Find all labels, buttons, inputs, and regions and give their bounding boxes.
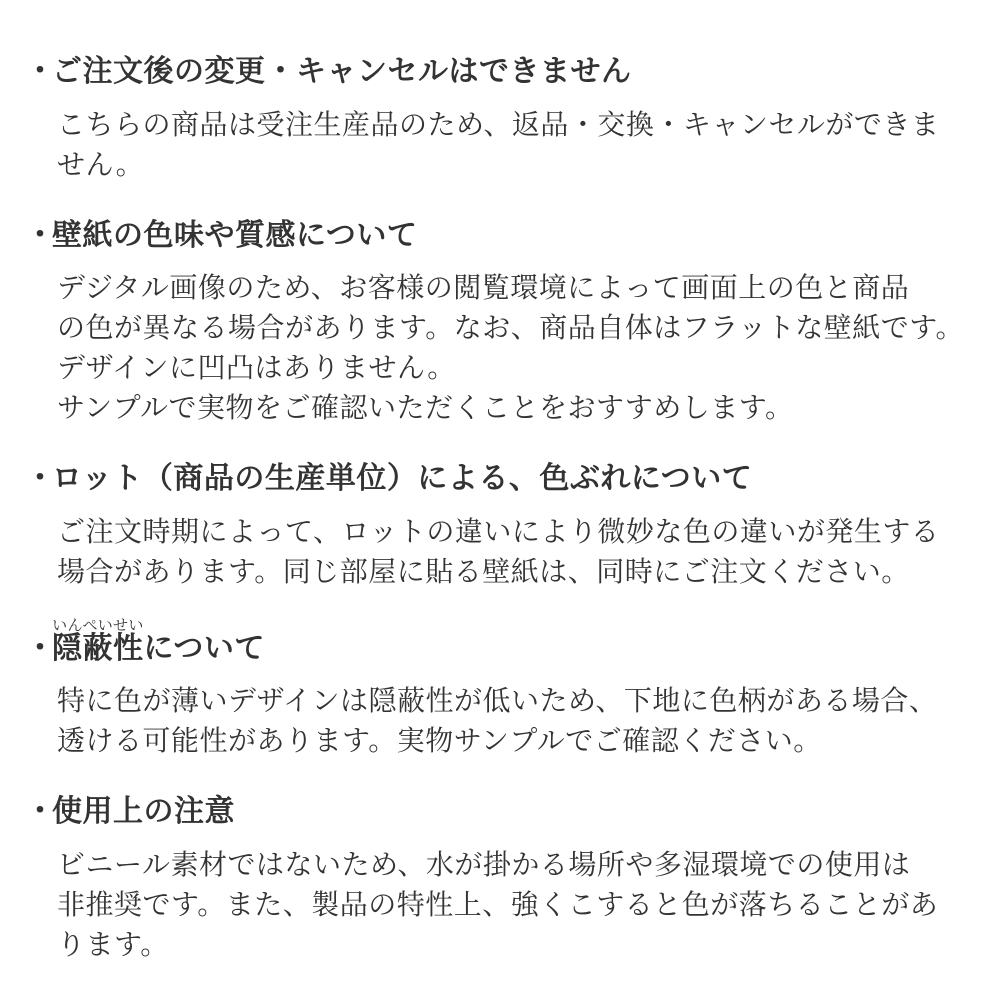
body-line: 非推奨です。また、製品の特性上、強くこすると色が落ちることがあ [57,888,939,920]
body-line: 透ける可能性があります。実物サンプルでご確認ください。 [57,725,822,756]
heading-ruby [52,616,144,665]
body-line: ご注文時期によって、ロットの違いにより微妙な色の違いが発生する [57,515,940,547]
body-line: 特に色が薄いデザインは隠蔽性が低いため、下地に色柄がある場合、 [57,685,938,716]
section-body [57,268,970,428]
section-heading [25,616,970,670]
section-body [57,512,970,592]
section-heading [25,792,970,833]
heading-ruby-base: 隠蔽性 [52,631,144,665]
bullet-icon: ・ [25,631,56,665]
body-line: デジタル画像のため、お客様の閲覧環境によって画面上の色と商品 [57,272,910,303]
body-line: せん。 [57,148,145,180]
furigana-text: いんぺいせい [52,616,144,634]
section-heading-text: 使用上の注意 [52,795,235,828]
body-line: 場合があります。同じ部屋に貼る壁紙は、同時にご注文ください。 [57,555,910,587]
section-heading [25,216,970,257]
section-heading-text: ご注文後の変更・キャンセルはできません [52,55,632,88]
section-heading-text: ロット（商品の生産単位）による、色ぶれについて [52,462,753,495]
body-line: サンプルで実物をご確認いただくことをおすすめします。 [57,392,794,423]
section-opacity [25,616,970,762]
section-lot-color-variation [25,459,970,592]
section-cancel-policy [25,52,970,185]
section-heading [25,52,970,93]
section-heading [25,459,970,500]
bullet-icon: ・ [25,795,56,828]
bullet-icon: ・ [25,55,56,88]
body-line: デザインに凹凸はありません。 [57,352,456,383]
body-line: ビニール素材ではないため、水が掛かる場所や多湿環境での使用は [57,848,911,880]
section-body [57,681,970,761]
section-heading-rest: について [143,631,265,665]
body-line: の色が異なる場合があります。なお、商品自体はフラットな壁紙です。 [57,312,964,343]
bullet-icon: ・ [25,218,56,252]
section-heading-text: 壁紙の色味や質感について [52,218,418,252]
body-line: ります。 [57,928,169,960]
bullet-icon: ・ [25,462,56,495]
section-color-texture [25,216,970,429]
body-line: こちらの商品は受注生産品のため、返品・交換・キャンセルができま [57,108,940,140]
section-body [57,845,970,965]
section-body [57,105,970,185]
section-usage-caution [25,792,970,965]
